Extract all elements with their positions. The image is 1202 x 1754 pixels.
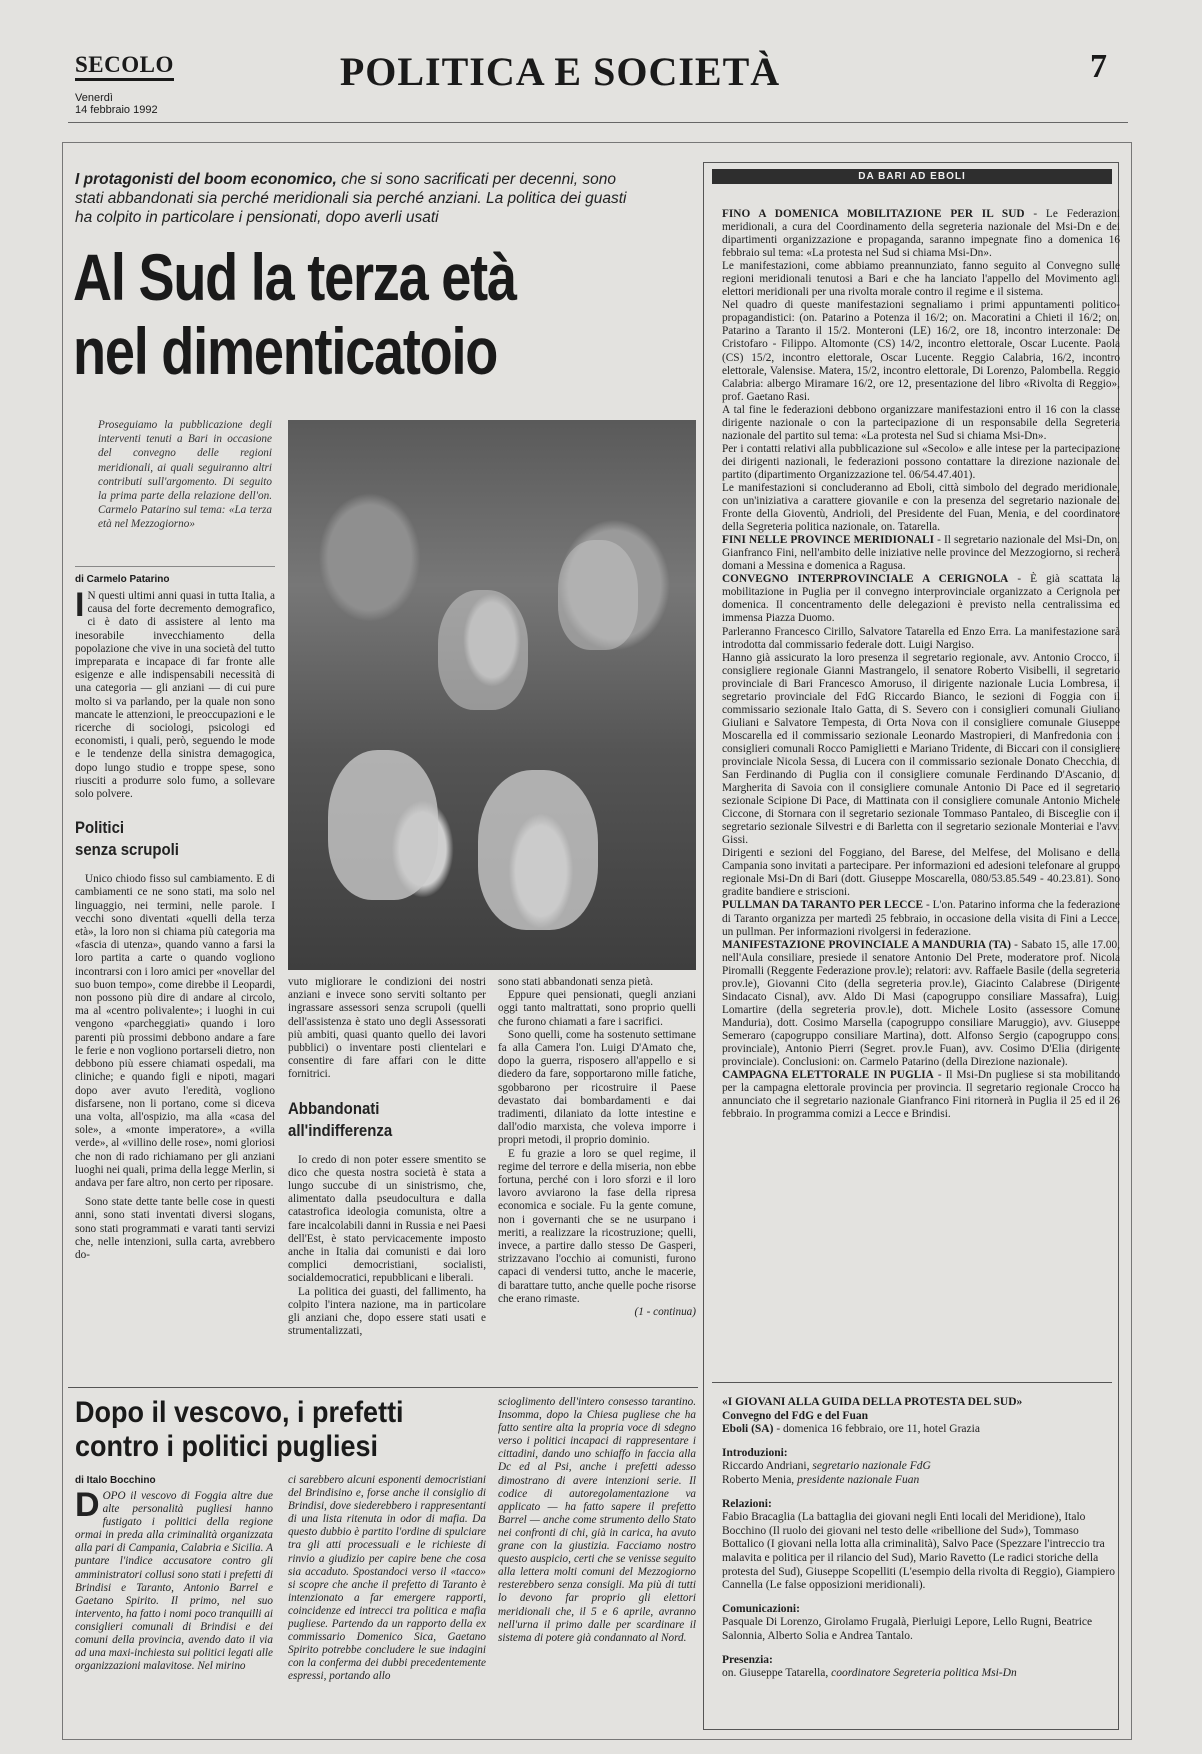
sidebar-heading-mobilitazione: FINO A DOMENICA MOBILITAZIONE PER IL SUD <box>722 208 1025 220</box>
event-place: Eboli (SA) <box>722 1423 774 1436</box>
sidebar-text-pullman: - L'on. Patarino informa che la federazione di Taranto organizza per martedì 25 febbraio, in occasione della visita di Fini a Lecce, un pullman. Per informazioni rivolgersi in federazione. <box>722 899 1120 938</box>
event-intro-2 <box>722 1474 1120 1488</box>
column-3-paragraph-3: Sono quelli, come ha sostenuto settimane fa alla Camera l'on. Luigi D'Amato che, dopo la guerra, risposero all'appello e si diedero da fare, sopportarono mille fatiche, sgobbarono per ricostruire il Paese devastato dai bombardamenti e dai tradimenti, dilaniato da lotte intestine e dall'odio marxista, che voleva imporre i propri metodi, il proprio dominio. <box>498 1028 696 1147</box>
subheading-abbandonati <box>288 1098 462 1142</box>
headline-line-2: nel dimenticatoio <box>73 314 498 388</box>
event-intro-1-name: Riccardo Andriani, <box>722 1460 813 1473</box>
newspaper-logo: SECOLO <box>75 52 174 77</box>
sidebar-heading-manduria: MANIFESTAZIONE PROVINCIALE A MANDURIA (TA) <box>722 938 1012 951</box>
event-relazioni: Fabio Bracaglia (La battaglia dei giovani negli Enti locali del Meridione), Italo Bocchino (Il ruolo dei giovani nel testo delle «ribellione del Sud»), Tommaso Bottalico (I giovani nella lotta alla criminalità), Salvo Pace (Spezzare l'intreccio tra malavita e politica per il rilancio del Sud), Mario Ravetto (Le radici storiche della protesta del Sud), Giuseppe Scopelliti (L'esempio della rivolta di Reggio), Giampiero Cannella (Le false opposizioni meridionali). <box>722 1511 1115 1592</box>
sidebar-heading-campagna: CAMPAGNA ELETTORALE IN PUGLIA <box>722 1069 934 1082</box>
column-2-paragraph-1: vuto migliorare le condizioni dei nostri anziani e invece sono serviti soltanto per ingrassare assessori senza scrupoli (quelli dell'assistenza è stato uno degli Assessorati più ambiti, quasi quanto quello dei lavori pubblici) o inventare posti clientelari e consentire di fare affari con le ditte fornitrici. <box>288 976 486 1081</box>
sidebar-heading-pullman: PULLMAN DA TARANTO PER LECCE <box>722 899 924 912</box>
drop-cap: I <box>75 586 85 624</box>
event-presenzia-role: coordinatore Segreteria politica Msi-Dn <box>831 1667 1017 1680</box>
crowd-photo <box>288 420 696 970</box>
headline-line-1: Al Sud la terza età <box>73 240 516 314</box>
sidebar-paragraph-2: Le manifestazioni, come abbiamo preannunziato, fanno seguito al Convegno sulle regioni meridionali tenutosi a Bari e che ha lanciato l'appello del Movimento agli elettori meridionali per una rivolta morale contro il regime e il sistema. <box>722 260 1120 299</box>
masthead-rule <box>68 122 1128 123</box>
section-title: POLITICA E SOCIETÀ <box>339 49 781 94</box>
subheading-abbandonati-line-1: Abbandonati <box>288 1098 380 1118</box>
article-intro: Proseguiamo la pubblicazione degli interventi tenuti a Bari in occasione del convegno delle regioni meridionali, ai quali seguiranno altri contributi sull'argomento. Di seguito la prima parte della relazione dell'on. Carmelo Patarino sul tema: «La terza età nel Mezzogiorno» <box>98 419 272 531</box>
sidebar-text <box>722 208 1120 1121</box>
second-headline-line-2: contro i politici pugliesi <box>75 1430 379 1463</box>
column-3-paragraph-1: sono stati abbandonati senza pietà. <box>498 976 654 988</box>
event-time: - domenica 16 febbraio, ore 11, hotel Grazia <box>773 1423 980 1436</box>
second-article-byline: di Italo Bocchino <box>75 1475 156 1486</box>
sidebar-paragraph-4: A tal fine le federazioni debbono organizzare manifestazioni entro il 16 con la classe dirigente nazionale o con la partecipazione di un responsabile della Segreteria nazionale del partito sul tema: «La protesta nel Sud si chiama Msi-Dn». <box>722 403 1120 442</box>
second-column-1-text: OPO il vescovo di Foggia altre due alte personalità pugliesi hanno fustigato i politici della regione ormai in preda alla criminalità organizzata alla pari di Campania, Calabria e Sicilia. A puntare l'indice accusatore contro gli amministratori collusi sono stati i prefetti di Brindisi e Taranto, Antonio Barrel e Gaetano Spirito. Il primo, nel suo intervento, ha fatto i nomi poco tranquilli ai consiglieri comunali di Brindisi e dei comuni della provincia, avendo dato il via ad una maxi-inchiesta sui politici legati alle organizzazioni malavitose. Nel mirino <box>75 1490 273 1673</box>
kicker-text: che si sono sacrificati per decenni, sono stati abbandonati sia perché meridionali sia perché anziani. La politica dei guasti ha colpito in particolare i pensionati, dopo averli usati <box>75 171 627 226</box>
photo-face-back <box>438 590 528 710</box>
article-kicker <box>75 170 635 227</box>
sidebar-paragraph-5: Per i contatti relativi alla pubblicazione sul «Secolo» e alle intese per la partecipazione dei dirigenti nazionali, le federazioni possono contattare la direzione nazionale del partito (dipartimento Organizzazione tel. 06/54.47.401). <box>722 442 1120 481</box>
second-article-column-2: ci sarebbero alcuni esponenti democristiani del Brindisino e, forse anche il consiglio di Brindisi, dove siederebbero i rappresentanti di una lista ritenuta in odor di mafia. Da questo dubbio è partito l'ordine di spulciare tra gli atti processuali e le richieste di rinvio a giudizio per capire bene che cosa sia accaduto. Spostandoci verso il «tacco» si scopre che anche il prefetto di Taranto è intenzionato a far emergere rapporti, coincidenze ed intrecci tra politica e mafia pugliese. Partendo da un rapporto della ex commissario Domenico Sica, Gaetano Spirito potrebbe concludere le sue indagini con la conferma dei dubbi precedentemente espressi, portando allo <box>288 1474 486 1683</box>
event-comunicazioni: Pasquale Di Lorenzo, Girolamo Frugalà, Pierluigi Lepore, Lello Rugni, Beatrice Salonnia, Alberto Solia e Andrea Tantalo. <box>722 1616 1093 1642</box>
column-2-paragraph-2: Io credo di non poter essere smentito se dico che questa nostra società è stata a lungo succube di un sinistrismo, che, alimentato dalla pseudocultura e dalla catastrofica ideologia comunista, oltre a fare incalcolabili danni in Russia e nei Paesi dell'Est, è stato pervicacemente imposto anche in Italia dai comunisti e dai loro complici democristiani, socialisti, socialdemocratici, repubblicani e liberali. <box>288 1153 486 1285</box>
page-number: 7 <box>1090 48 1107 85</box>
sidebar-text-manduria: - Sabato 15, alle 17.00, nell'Aula consiliare, presiede il senatore Antonio Del Prete, moderatore prof. Nicola Piromalli (Reggente Federazione prov.le); relatori: avv. Raffaele Basile (della segreteria prov.le), Giovanni Cito (della segreteria prov.le), Giacinto Calabrese (Dirigente Sindacato Cisnal), avv. Aldo Di Masi (capogruppo consiliare Massafra), Luigi Lomartire (della segreteria prov.le), dott. Michele Losito (assessore Comune Manduria), dott. Cosimo Marsella (capogruppo consiliare Maruggio), avv. Giuseppe Semeraro (capogruppo consiliare Martina), dott. Alfonso Sergio (capogruppo cons. provinciale), Antonio Pierri (Segret. prov.le Fuan), avv. Cosimo D'Elia (dirigente provinciale). Conclusioni: on. Carmelo Patarino (della Direzione nazionale). <box>722 938 1120 1069</box>
article-column-1 <box>75 586 275 1262</box>
article-headline <box>73 240 639 388</box>
column-3-paragraph-2: Eppure quei pensionati, quegli anziani oggi tanto maltrattati, sono proprio quelli che furono chiamati a fare i sacrifici. <box>498 989 696 1028</box>
sidebar-text-mobilitazione: - Le Federazioni meridionali, a cura del Coordinamento della segreteria nazionale del Msi-Dn e dei dipartimenti organizzazione e propaganda, saranno impegnate fino a domenica 16 febbraio sul tema: «La protesta nel Sud si chiama Msi-Dn». <box>722 208 1120 260</box>
photo-face-left <box>328 750 438 900</box>
sidebar-paragraph-1 <box>722 208 1120 260</box>
issue-date <box>75 92 158 116</box>
sidebar-rule <box>712 1382 1112 1383</box>
event-presenzia <box>722 1667 1120 1681</box>
sidebar-paragraph-11: Dirigenti e sezioni del Foggiano, del Barese, del Melfese, del Molisano e della Campania sono invitati a partecipare. Per informazioni ed adesioni telefonare al gruppo regionale Msi-Dn di Bari (dott. Giuseppe Moscarella, 080/53.85.549 - 40.23.81). Sono gradite bandiere e striscioni. <box>722 847 1120 899</box>
subheading-politici-line-1: Politici <box>75 818 125 838</box>
sidebar-paragraph-14 <box>722 1069 1120 1121</box>
second-article-rule <box>68 1387 698 1388</box>
second-article-column-3: scioglimento dell'intero consesso tarantino. Insomma, dopo la Chiesa pugliese che ha fatto sentire alta la propria voce di sdegno verso i politici incapaci di rappresentare i cittadini, dando uno schiaffo in faccia alla Dc ed al Psi, anche i prefetti adesso dimostrano di avere intenzioni serie. Il codice di autoregolamentazione va applicato — ha fatto sapere il prefetto Barrel — anche come strumento dello Stato nei confronti di chi, già in carica, ha avuto grane con la giustizia. Facciamo nostro questo auspicio, certi che se venisse seguito alla lettera molti comuni del Mezzogiorno resterebbero senza consigli. Ma più di tutti lo devono far proprio gli elettori meridionali che, il 5 e 6 aprile, avranno nell'urna il primo dalle per scardinare il sistema di potere già condannato al Nord. <box>498 1396 696 1644</box>
column-1-paragraph-3: Sono state dette tante belle cose in questi anni, sono stati inventati diversi slogans, sono stati programmati e varati tanti servizi che, nelle intenzioni, sulla carta, avrebbero do- <box>75 1196 275 1261</box>
issue-day: Venerdì <box>75 92 113 104</box>
kicker-bold: I protagonisti del boom economico, <box>75 171 337 188</box>
article-column-3 <box>498 976 696 1319</box>
sidebar-text-campagna: - Il Msi-Dn pugliese si sta mobilitando per la campagna elettorale provincia per provincia. Il segretario regionale Crocco ha annunciato che il segretario nazionale Gianfranco Fini ritornerà in Puglia il 25 ed il 26 febbraio. In programma comizi a Lecce e Brindisi. <box>722 1069 1120 1121</box>
event-comunicazioni-heading: Comunicazioni: <box>722 1602 800 1615</box>
sidebar-heading-fini: FINI NELLE PROVINCE MERIDIONALI <box>722 534 935 547</box>
sidebar-text-cerignola: - È già scattata la mobilitazione in Puglia per il convegno interprovinciale organizzato a Cerignola per domenica. Il concentramento delle delegazioni è previsto nella centralissima ed immensa Piazza Duomo. <box>722 573 1120 625</box>
second-headline-line-1: Dopo il vescovo, i prefetti <box>75 1396 404 1429</box>
subheading-politici <box>75 817 251 861</box>
sidebar-paragraph-6: Le manifestazioni si concluderanno ad Eboli, città simbolo del degrado meridionale, con un'iniziativa a carattere giovanile e con la presenza del segretario nazionale del Fronte della Gioventù, Andrioli, del Presidente del Fuan, Menia, e del coordinatore della Segreteria politica nazionale, on. Tatarella. <box>722 481 1120 534</box>
column-1-paragraph-1: N questi ultimi anni quasi in tutta Italia, a causa del forte decremento demografico, ci è dato di assistere al lento ma inesorabile invecchiamento della popolazione che vive in una società del tutto impreparata e incapace di far fronte alle esigenze e alle indispensabili necessità di una categoria — gli anziani — di cui pure molto si va parlando, per la quale non sono mancate le attenzioni, le preoccupazioni e le ricerche di sociologi, psicologi ed economisti, i quali, però, seguendo le mode e le tendenze della sinistra demagogica, dopo lungo studio e troppe spese, sono riusciti a produrre solo fumo, a sollevare solo polvere. <box>75 590 275 801</box>
second-article-column-1 <box>75 1486 273 1673</box>
sidebar-paragraph-7 <box>722 534 1120 573</box>
photo-face-back-right <box>558 540 638 650</box>
event-intro-heading: Introduzioni: <box>722 1446 788 1459</box>
second-drop-cap: D <box>75 1486 100 1524</box>
photo-face-center <box>478 770 598 930</box>
article-byline: di Carmelo Patarino <box>75 574 170 585</box>
event-title: «I GIOVANI ALLA GUIDA DELLA PROTESTA DEL SUD» <box>722 1396 1023 1408</box>
continued-note: (1 - continua) <box>634 1306 696 1319</box>
event-relazioni-heading: Relazioni: <box>722 1497 772 1510</box>
subheading-politici-line-2: senza scrupoli <box>75 840 179 860</box>
event-box <box>722 1396 1120 1681</box>
event-intro-2-name: Roberto Menia, <box>722 1473 798 1486</box>
event-when <box>722 1423 1120 1437</box>
intro-rule <box>75 566 275 567</box>
issue-full-date: 14 febbraio 1992 <box>75 104 158 116</box>
article-column-2 <box>288 976 486 1338</box>
subheading-abbandonati-line-2: all'indifferenza <box>288 1120 393 1140</box>
sidebar-paragraph-10: Hanno già assicurato la loro presenza il segretario regionale, avv. Antonio Crocco, il consigliere regionale Gianni Mastrangelo, il senatore Roberto Visibelli, il segretario provinciale di Bari Francesco Amoruso, il dirigente nazionale Lucia Lombresa, il segretario provinciale del FdG Riccardo Bianco, le sezioni di Foggia con il commissario sezionale Italo Gatta, di S. Severo con i consiglieri comunali Giuliano Giuliani e Salvatore Tempesta, di Orta Nova con il consigliere comunale Giuseppe Moscarella ed il commissario sezionale Leonardo Mastropieri, di Manfredonia con i consiglieri comunali Rocco Pamiglietti e Mariano Tridente, di Biccari con il consigliere provinciale Nicola Sessa, di Lucera con il commissario sezionale Donato Checchia, di San Ferdinando di Puglia con il consigliere comunale Ferdinando D'Ascanio, di Margherita di Savoia con il consigliere comunale Antonio Di Pace ed il segretario sezionale Scipione Di Pace, di Mattinata con il consigliere comunale Antonio Michele Ciccone, di Stornara con il segretario sezionale Tommaso Pantaleo, di Bisceglie con il segretario sezionale Silvestri e di Barletta con il segretario sezionale Monteriai e l'avv. Gissi. <box>722 651 1120 847</box>
sidebar-paragraph-12 <box>722 899 1120 938</box>
sidebar-text-fini: - Il segretario nazionale del Msi-Dn, on. Gianfranco Fini, nell'ambito delle iniziative nelle province del Mezzogiorno, si recherà domani a Messina e domenica a Ragusa. <box>722 534 1120 573</box>
sidebar-heading-cerignola: CONVEGNO INTERPROVINCIALE A CERIGNOLA <box>722 573 1009 586</box>
column-1-paragraph-2: Unico chiodo fisso sul cambiamento. E di cambiamenti ce ne sono stati, ma solo nel linguaggio, nei termini, nelle parole. I vecchi sono diventati «quelli della terza età», la loro non si chiama più categoria ma «fascia di utenza», quando vanno a farsi la loro partita a carte o quando vogliono incontrarsi con i loro amici per «novellar del suo buon tempo», come direbbe il Leopardi, non possono più dire di andare al circolo, ma al «centro polivalente»; i luoghi in cui vengono «parcheggiati» quando i loro parenti più prossimi debbono andare a fare le ferie e non vogliono portarseli dietro, non debbono più essere chiamati ospedali, ma cliniche; e quando figli e nipoti, magari dopo aver avuto l'eredità, vogliono disfarsene, non li portano, come si diceva una volta, all'ospizio, ma alla «casa del sole», a «monte imperatore», a «villa verde», al «villino delle rose», nomi gloriosi che non di rado richiamano per gli anziani luoghi nei quali, prima della legge Merlin, si andava per fare altro, non certo per riposare. <box>75 873 275 1189</box>
column-2-paragraph-3: La politica dei guasti, del fallimento, ha colpito l'intera nazione, ma in particolare gli anziani che, dopo essere stati usati e strumentalizzati, <box>288 1285 486 1338</box>
sidebar-paragraph-8 <box>722 573 1120 625</box>
sidebar-paragraph-9: Parleranno Francesco Cirillo, Salvatore Tatarella ed Enzo Erra. La manifestazione sarà introdotta dal commissario federale dott. Luigi Nargiso. <box>722 625 1120 651</box>
event-presenzia-heading: Presenzia: <box>722 1653 773 1666</box>
event-intro-1-role: segretario nazionale FdG <box>812 1460 931 1473</box>
event-subtitle: Convegno del FdG e del Fuan <box>722 1409 869 1422</box>
sidebar-tag: DA BARI AD EBOLI <box>712 169 1112 184</box>
event-intro-1 <box>722 1460 1120 1474</box>
column-3-paragraph-4: E fu grazie a loro se quel regime, il regime del terrore e della miseria, non ebbe fortuna, perché con i loro sforzi e il loro lavoro avviarono la fase della ripresa economica e sociale. Fu la gente comune, non i governanti che se ne usurpano i meriti, a realizzare la ricostruzione; quelli, invece, a partire dallo stesso De Gasperi, strizzavano l'occhio ai comunisti, furono capaci di vendersi tutto, anche le macerie, di barattare tutto, anche quelle poche risorse che erano rimaste. <box>498 1147 696 1305</box>
event-intro-2-role: presidente nazionale Fuan <box>797 1473 920 1486</box>
sidebar-paragraph-3: Nel quadro di queste manifestazioni segnaliamo i primi appuntamenti politico-propagandistici: (on. Patarino a Potenza il 16/2; on. Macoratini a Chieti il 16/2; on. Patarino a Taranto il 15/2. Monteroni (LE) 16/2, ore 18, incontro interzonale: De Cristofaro - Filippo. Altomonte (CS) 14/2, incontro elettorale, Oscar Lucente. Paola (CS) 15/2, incontro elettorale, Oscar Lucente. Reggio Calabria, 16/2, incontro elettorale, Valensise. Matera, 15/2, incontro elettorale, Di Lorenzo, Palombella. Reggio Calabria: albergo Miramare 16/2, ore 12, presentazione del libro «Rivolta di Reggio», prof. Gaetano Rasi. <box>722 299 1120 403</box>
event-presenzia-name: on. Giuseppe Tatarella, <box>722 1667 832 1680</box>
sidebar-paragraph-13 <box>722 939 1120 1069</box>
